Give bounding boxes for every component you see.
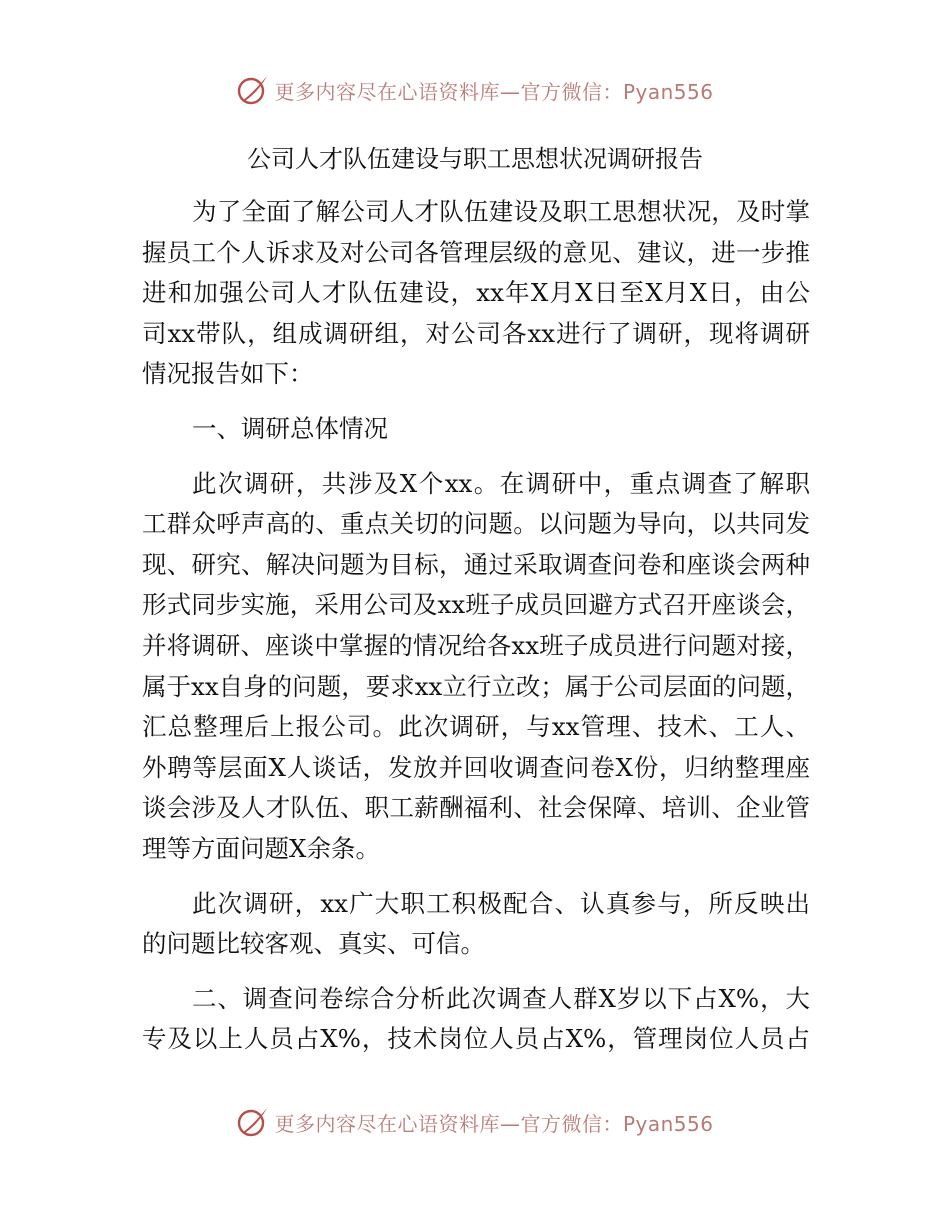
text-line: 现、研究、解决问题为目标，通过采取调查问卷和座谈会两种	[142, 549, 810, 579]
text-line: 一、调研总体情况	[192, 413, 388, 443]
paragraph-survey-analysis	[142, 979, 810, 1060]
document-title: 公司人才队伍建设与职工思想状况调研报告	[247, 145, 703, 173]
watermark-header	[0, 70, 950, 110]
text-line: 汇总整理后上报公司。此次调研，与xx管理、技术、工人、	[142, 712, 810, 742]
text-line: 形式同步实施，采用公司及xx班子成员回避方式召开座谈会，	[142, 590, 810, 620]
text-line: 二、调查问卷综合分析此次调查人群X岁以下占X%，大	[192, 983, 810, 1013]
text-line: 理等方面问题X余条。	[142, 833, 380, 863]
watermark-footer	[0, 1102, 950, 1142]
text-line: 此次调研，xx广大职工积极配合、认真参与，所反映出	[192, 888, 810, 918]
document-body	[142, 192, 810, 1060]
text-line: 属于xx自身的问题，要求xx立行立改；属于公司层面的问题，	[142, 671, 810, 701]
paragraph-intro	[142, 192, 810, 395]
text-line: 谈会涉及人才队伍、职工薪酬福利、社会保障、培训、企业管	[142, 793, 810, 823]
text-line: 并将调研、座谈中掌握的情况给各xx班子成员进行问题对接，	[142, 630, 810, 660]
paragraph-cooperation	[142, 884, 810, 965]
text-line: 进和加强公司人才队伍建设，xx年X月X日至X月X日，由公	[142, 278, 810, 308]
quill-logo-icon	[236, 73, 270, 107]
text-line: 司xx带队，组成调研组，对公司各xx进行了调研，现将调研	[142, 318, 810, 348]
watermark-text: 更多内容尽在心语资料库—官方微信：Pyan556	[274, 79, 714, 104]
watermark-text: 更多内容尽在心语资料库—官方微信：Pyan556	[274, 1111, 714, 1136]
quill-logo-icon	[236, 1105, 270, 1139]
text-line: 此次调研，共涉及X个xx。在调研中，重点调查了解职	[192, 468, 810, 498]
paragraph-overview	[142, 464, 810, 870]
text-line: 外聘等层面X人谈话，发放并回收调查问卷X份，归纳整理座	[142, 752, 810, 782]
text-line: 情况报告如下：	[142, 359, 314, 389]
text-line: 工群众呼声高的、重点关切的问题。以问题为导向，以共同发	[142, 509, 810, 539]
text-line: 为了全面了解公司人才队伍建设及职工思想状况，及时掌	[192, 197, 810, 226]
text-line: 握员工个人诉求及对公司各管理层级的意见、建议，进一步推	[142, 237, 810, 267]
text-line: 专及以上人员占X%，技术岗位人员占X%，管理岗位人员占	[142, 1024, 810, 1054]
text-line: 的问题比较客观、真实、可信。	[142, 929, 485, 959]
section-heading-1	[142, 409, 810, 450]
